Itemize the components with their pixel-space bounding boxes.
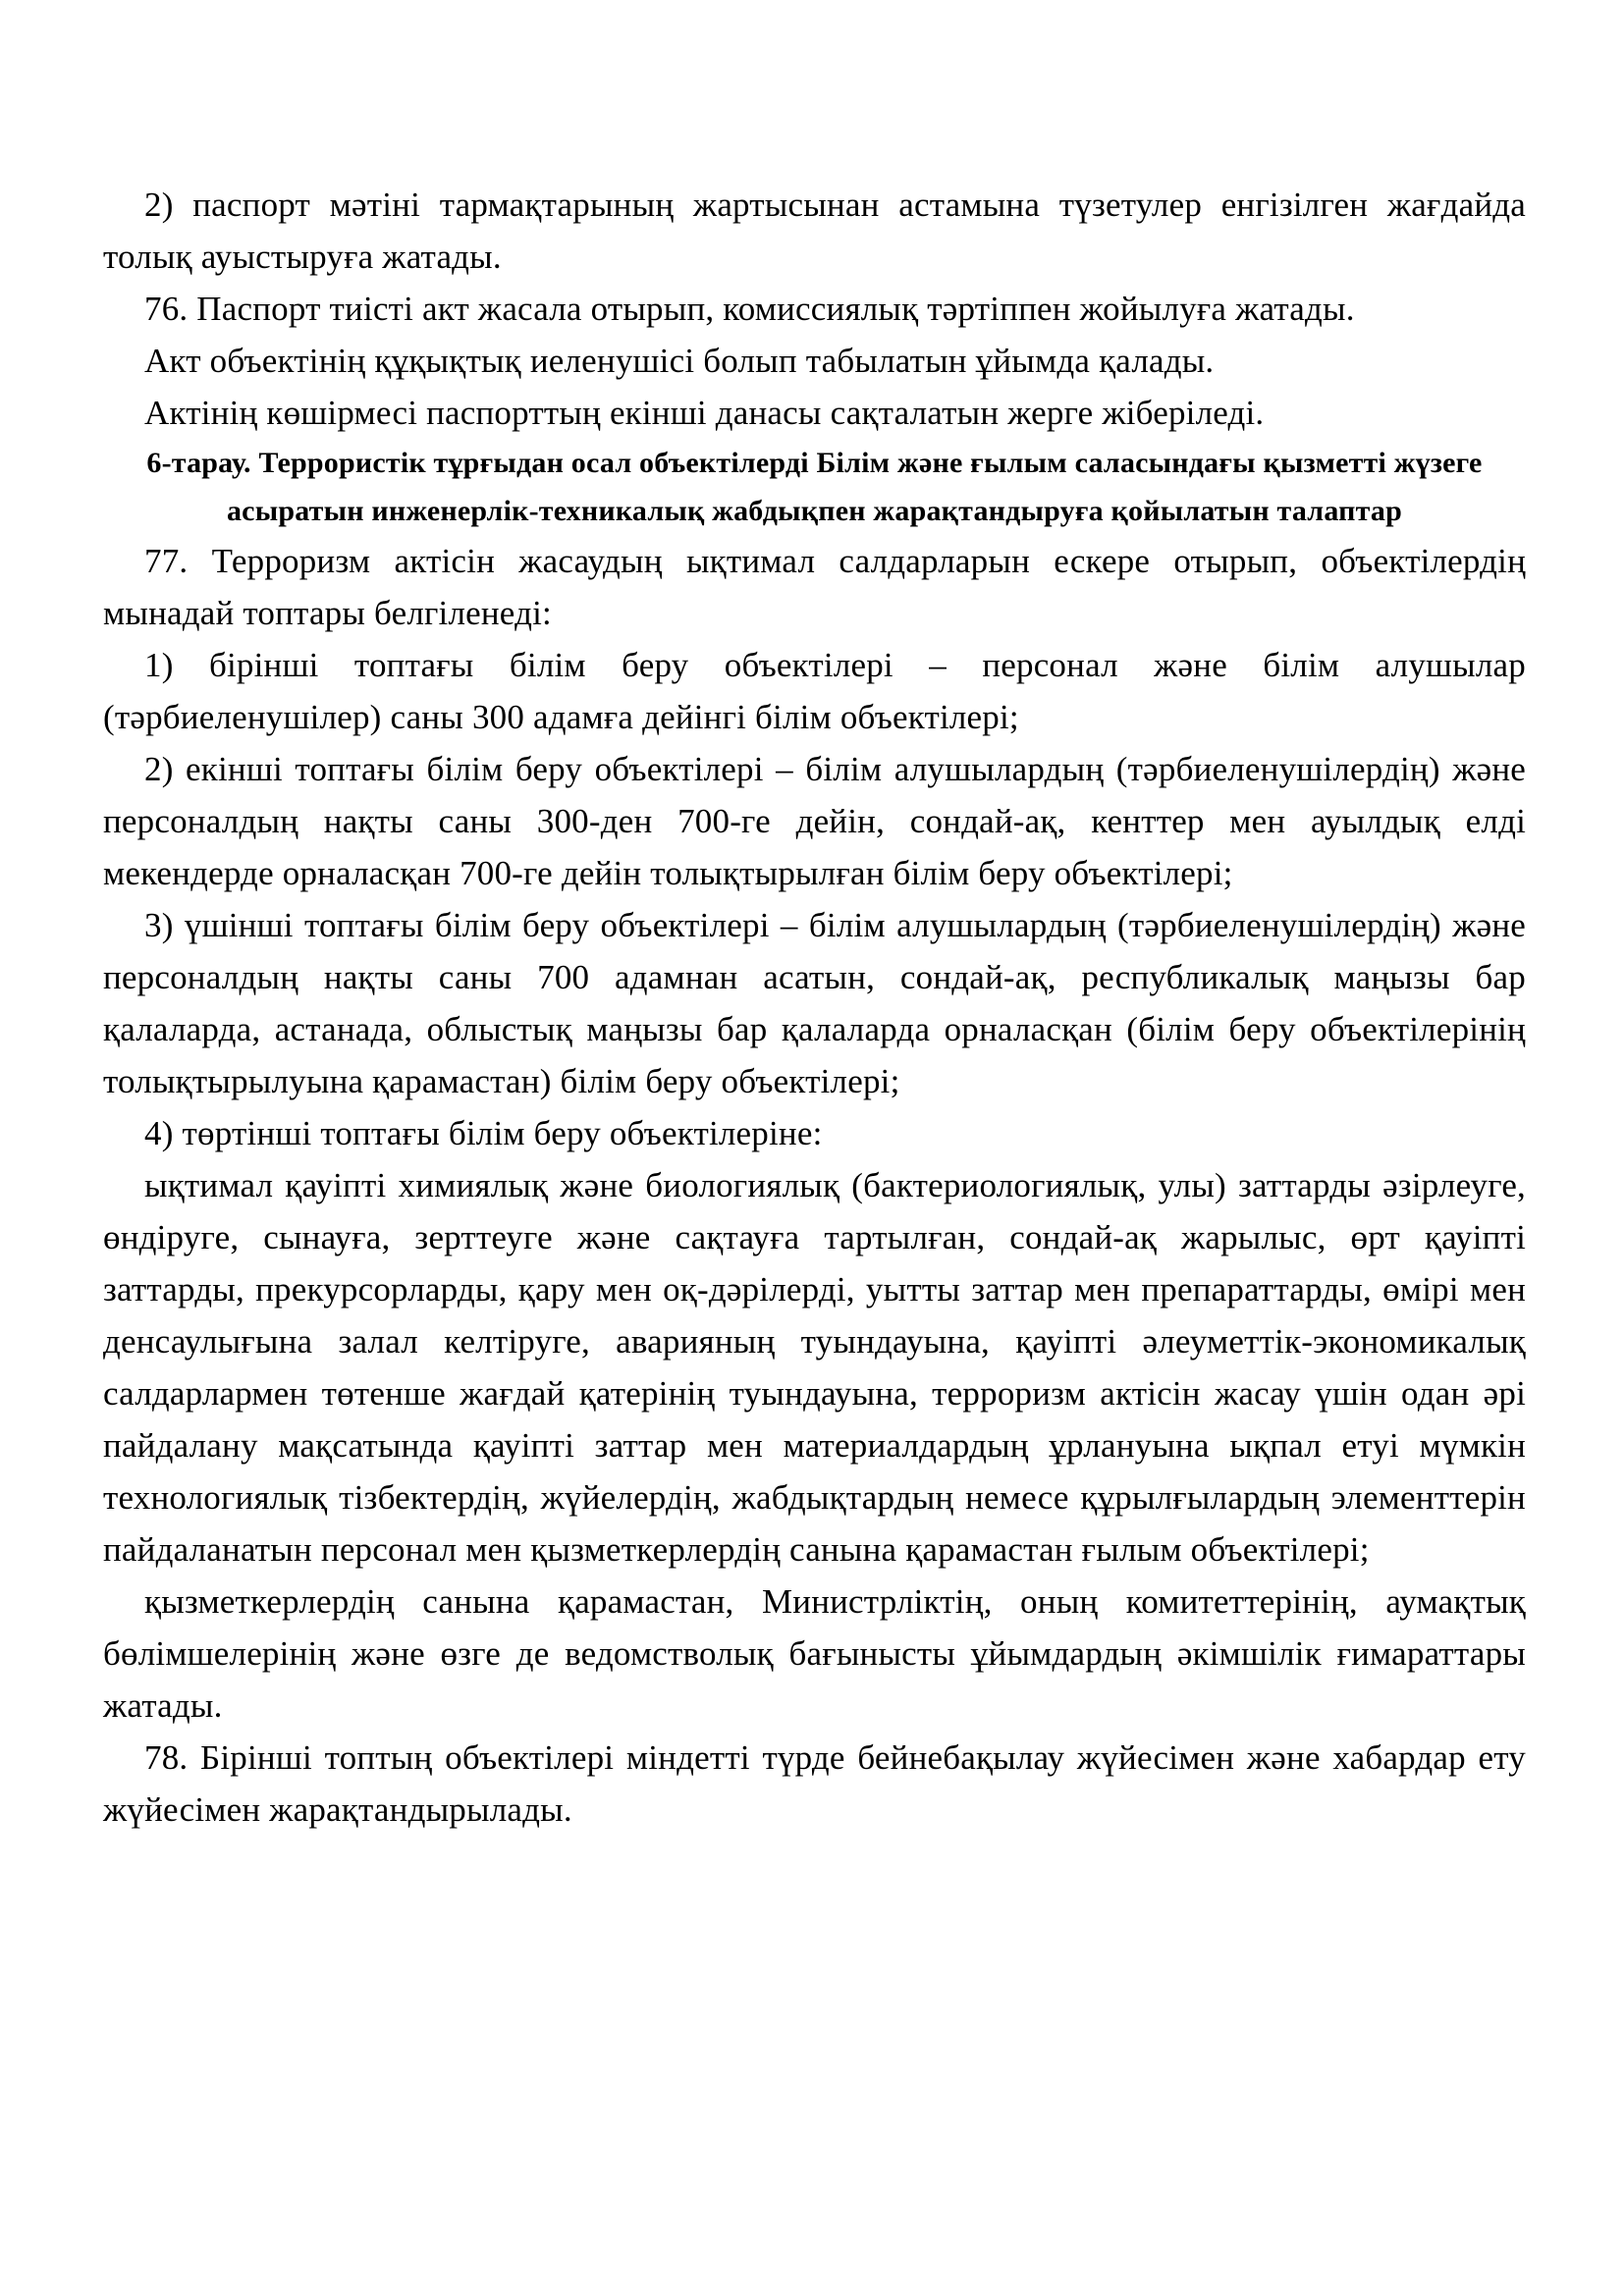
- paragraph: 3) үшінші топтағы білім беру объектілері – білім алушылардың (тәрбиеленушілердің) және персоналдың нақты саны 700 адамнан асатын, сондай-ақ, республикалық маңызы бар қалаларда, астанада, облыстық маңызы бар қалаларда орналасқан (білім беру объектілерінің толықтырылуына қарамастан) білім беру объектілері;: [103, 906, 1526, 1100]
- paragraph: 77. Терроризм актісін жасаудың ықтимал салдарларын ескере отырып, объектілердің мынадай топтары белгіленеді:: [103, 542, 1526, 632]
- paragraph: қызметкерлердің санына қарамастан, Министрліктің, оның комитеттерінің, аумақтық бөлімшелерінің және өзге де ведомстволық бағынысты ұйымдардың әкімшілік ғимараттары жатады.: [103, 1582, 1526, 1725]
- paragraph: 78. Бірінші топтың объектілері міндетті түрде бейнебақылау жүйесімен және хабардар ету жүйесімен жарақтандырылады.: [103, 1738, 1526, 1829]
- paragraph: 2) екінші топтағы білім беру объектілері – білім алушылардың (тәрбиеленушілердің) және персоналдың нақты саны 300-ден 700-ге дейін, сондай-ақ, кенттер мен ауылдық елді мекендерде орналасқан 700-ге дейін толықтырылған білім беру объектілері;: [103, 750, 1526, 892]
- paragraph: Актінің көшірмесі паспорттың екінші данасы сақталатын жерге жіберіледі.: [144, 394, 1265, 432]
- paragraph: ықтимал қауіпті химиялық және биологиялық (бактериологиялық, улы) заттарды әзірлеуге, өндіруге, сынауға, зерттеуге және сақтауға тартылған, сондай-ақ жарылыс, өрт қауіпті заттарды, прекурсорларды, қару мен оқ-дәрілерді, уытты заттар мен препараттарды, өмірі мен денсаулығына залал келтіруге, аварияның туындауына, қауіпті әлеуметтік-экономикалық салдарлармен төтенше жағдай қатерінің туындауына, терроризм актісін жасау үшін одан әрі пайдалану мақсатында қауіпті заттар мен материалдардың ұрлануына ықпал етуі мүмкін технологиялық тізбектердің, жүйелердің, жабдықтардың немесе құрылғылардың элементтерін пайдаланатын персонал мен қызметкерлердің санына қарамастан ғылым объектілері;: [103, 1166, 1526, 1569]
- chapter-heading: 6-тарау. Террористік тұрғыдан осал объектілерді Білім және ғылым саласындағы қызметті жүзеге асыратын инженерлік-техникалық жабдықпен жарақтандыруға қойылатын талаптар: [146, 447, 1483, 527]
- paragraph: Акт объектінің құқықтық иеленушісі болып табылатын ұйымда қалады.: [144, 342, 1215, 380]
- document-body: [103, 179, 1526, 1836]
- paragraph: 2) паспорт мәтіні тармақтарының жартысынан астамына түзетулер енгізілген жағдайда толық ауыстыруға жатады.: [103, 186, 1526, 276]
- paragraph: 76. Паспорт тиісті акт жасала отырып, комиссиялық тәртіппен жойылуға жатады.: [144, 290, 1355, 328]
- paragraph: 1) бірінші топтағы білім беру объектілері – персонал және білім алушылар (тәрбиеленушілер) саны 300 адамға дейінгі білім объектілері;: [103, 646, 1526, 736]
- paragraph: 4) төртінші топтағы білім беру объектілеріне:: [144, 1114, 823, 1152]
